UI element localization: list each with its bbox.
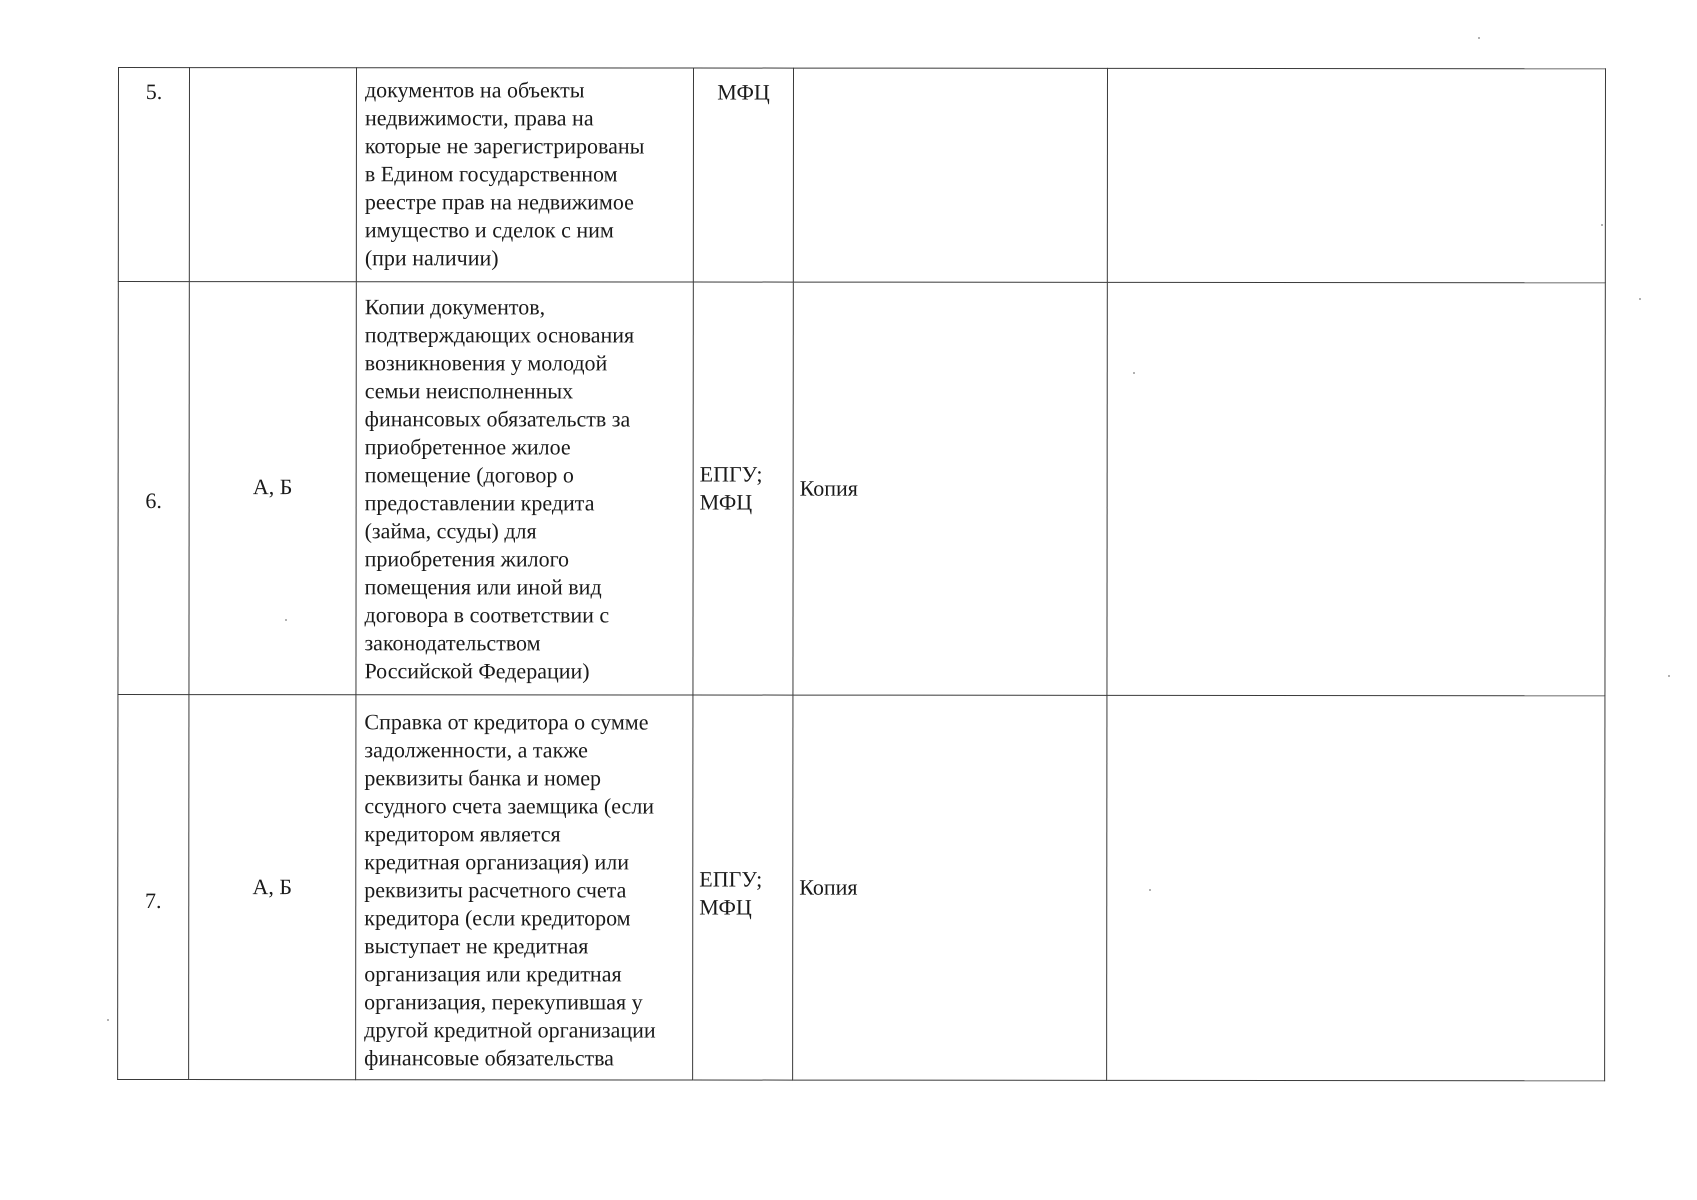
scan-speck xyxy=(1149,889,1151,891)
applicant-category: А, Б xyxy=(252,874,293,900)
table-row xyxy=(118,282,1605,696)
submission-method-cell xyxy=(693,68,793,282)
document-name: Справка от кредитора о сумме задолженности, а также реквизиты банка и номер ссудного счета заемщика (если кредитором является кредитная организация) или реквизиты расчетного счета кредитора (если кредитором выступает не кредитная организация или кредитная организация, перекупившая у другой кредитной организации финансовые обязательства xyxy=(364,709,656,1071)
applicant-category-cell xyxy=(189,695,356,1080)
document-name: документов на объекты недвижимости, права на которые не зарегистрированы в Едином государственном реестре прав на недвижимое имущество и сделок с ним (при наличии) xyxy=(364,76,645,270)
applicant-category-cell xyxy=(189,282,356,695)
note-cell xyxy=(1107,695,1605,1080)
row-number: 7. xyxy=(145,888,162,914)
document-form-cell xyxy=(793,695,1107,1080)
document-form: Копия xyxy=(799,475,858,501)
table-row xyxy=(118,695,1605,1081)
document-name: Копии документов, подтверждающих основания возникновения у молодой семьи неисполненных финансовых обязательств за приобретенное жилое помещение (договор о предоставлении кредита (займа, ссуды) для приобретения жилого помещения или иной вид договора в соответствии с законодательством Российской Федерации) xyxy=(364,294,635,684)
row-number: 5. xyxy=(145,79,163,105)
scan-speck xyxy=(1601,224,1603,226)
document-form-cell xyxy=(793,68,1107,282)
scan-speck xyxy=(1668,675,1670,677)
document-form: Копия xyxy=(799,874,858,900)
applicant-category-cell xyxy=(189,68,356,282)
submission-method-cell xyxy=(693,282,793,695)
table-row xyxy=(118,68,1605,283)
row-number: 6. xyxy=(145,488,162,514)
scan-speck xyxy=(1133,372,1135,374)
submission-method: ЕПГУ; МФЦ xyxy=(699,461,763,515)
submission-method: ЕПГУ; МФЦ xyxy=(699,866,763,920)
row-number-cell xyxy=(118,282,189,695)
scan-speck xyxy=(285,619,287,621)
document-form-cell xyxy=(793,282,1107,695)
note-cell xyxy=(1107,68,1605,282)
applicant-category: А, Б xyxy=(252,474,293,500)
note-cell xyxy=(1107,282,1605,695)
document-name-cell xyxy=(356,68,693,282)
row-number-cell xyxy=(118,695,189,1080)
submission-method: МФЦ xyxy=(717,79,770,105)
scan-speck xyxy=(1639,298,1641,300)
document-name-cell xyxy=(356,282,693,695)
scan-speck xyxy=(107,1019,109,1021)
submission-method-cell xyxy=(693,695,793,1080)
document-name-cell xyxy=(356,695,693,1080)
scan-speck xyxy=(1478,37,1480,39)
documents-table xyxy=(117,67,1606,1081)
row-number-cell xyxy=(118,68,189,282)
